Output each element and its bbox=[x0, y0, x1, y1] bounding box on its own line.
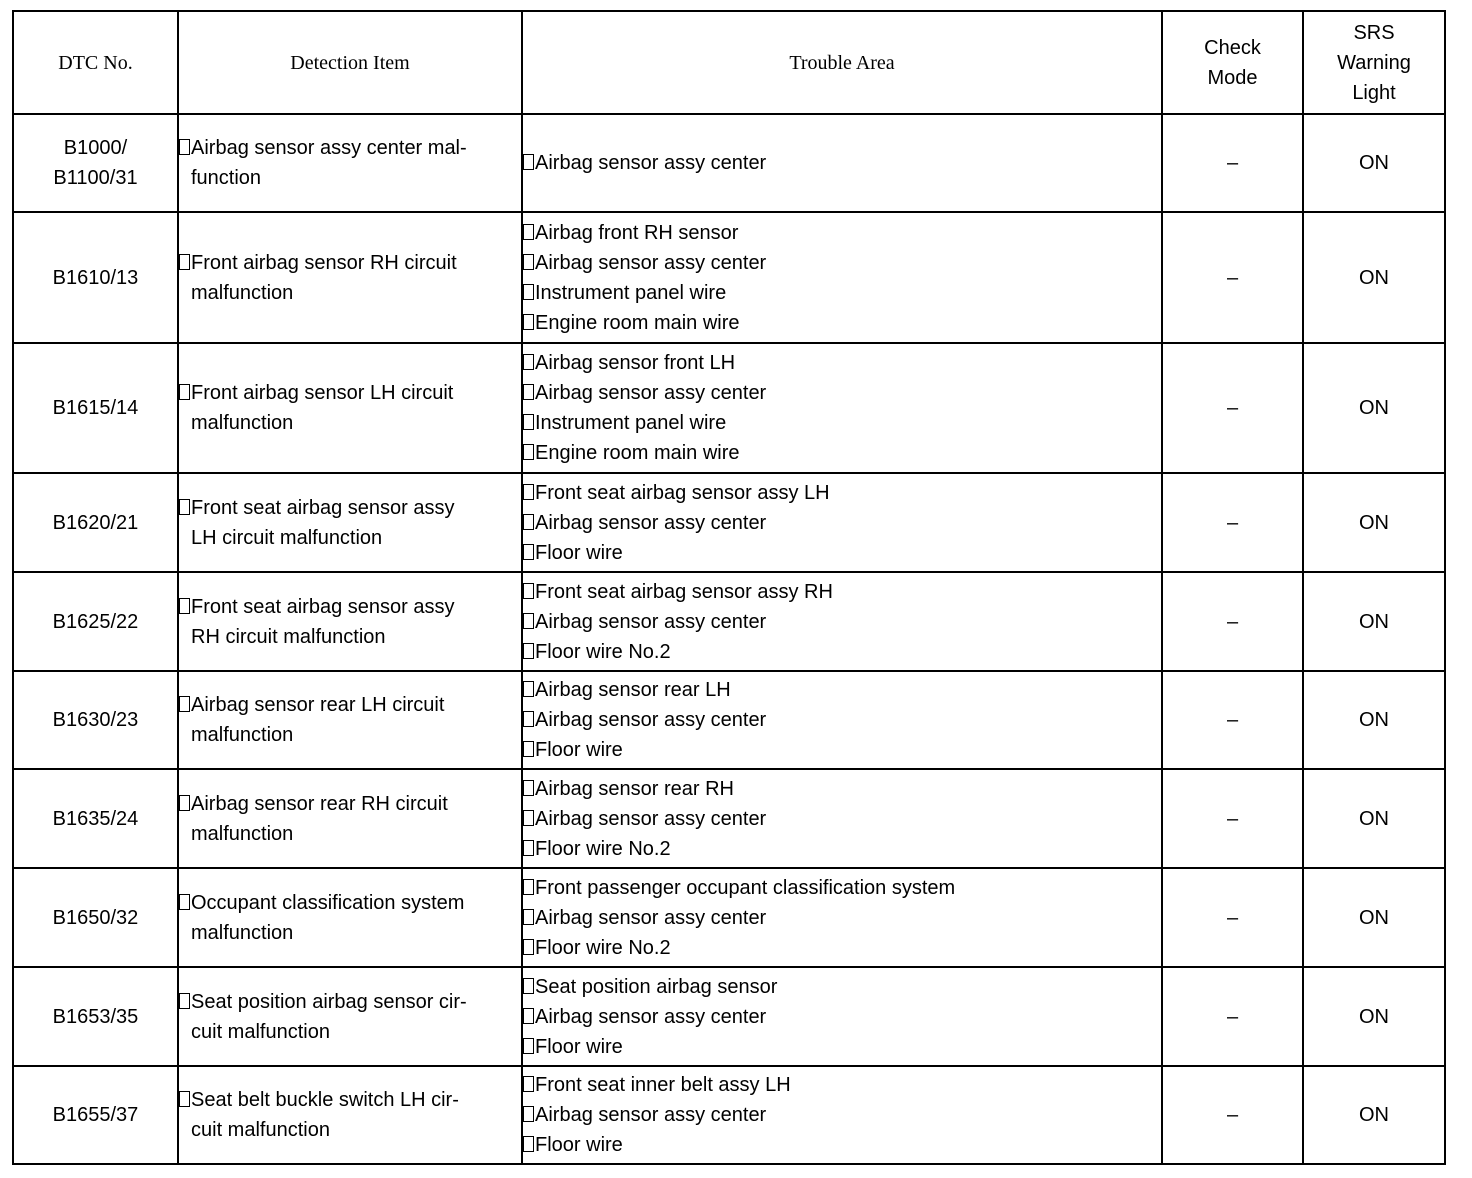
warning-light-cell: ON bbox=[1303, 868, 1445, 967]
trouble-area-item bbox=[523, 834, 1161, 864]
trouble-area-item-text: Instrument panel wire bbox=[535, 412, 727, 434]
trouble-area-item bbox=[523, 1002, 1161, 1032]
detection-item-line: Front airbag sensor LH circuit bbox=[191, 382, 454, 404]
header-detection-item: Detection Item bbox=[178, 11, 522, 114]
table-row bbox=[13, 572, 1445, 671]
detection-item bbox=[179, 987, 521, 1047]
trouble-area-item-text: Instrument panel wire bbox=[535, 281, 727, 304]
trouble-area-item bbox=[523, 278, 1161, 308]
trouble-area-item bbox=[523, 577, 1161, 607]
header-srs-warning-light bbox=[1303, 11, 1445, 114]
trouble-area-item-text: Engine room main wire bbox=[535, 311, 740, 334]
checkbox-bullet-icon bbox=[523, 354, 534, 370]
trouble-area-cell bbox=[522, 967, 1162, 1066]
check-mode-cell: – bbox=[1162, 343, 1303, 473]
trouble-area-item-text: Front seat inner belt assy LH bbox=[535, 1074, 791, 1096]
dtc-code: B1615/14 bbox=[52, 397, 139, 419]
dtc-code: B1650/32 bbox=[52, 906, 139, 929]
detection-item-cell bbox=[178, 473, 522, 572]
checkbox-bullet-icon bbox=[523, 978, 534, 994]
detection-item-line: malfunction bbox=[191, 724, 294, 746]
detection-item-line: malfunction bbox=[191, 822, 294, 845]
check-mode-cell: – bbox=[1162, 868, 1303, 967]
trouble-area-item bbox=[523, 478, 1161, 508]
trouble-area-item bbox=[523, 972, 1161, 1002]
warning-light-cell: ON bbox=[1303, 212, 1445, 343]
check-mode-cell: – bbox=[1162, 967, 1303, 1066]
dtc-code: B1610/13 bbox=[52, 266, 139, 289]
detection-item bbox=[179, 789, 521, 849]
trouble-area-item-text: Airbag sensor assy center bbox=[535, 382, 767, 404]
warning-light-cell: ON bbox=[1303, 343, 1445, 473]
checkbox-bullet-icon bbox=[523, 284, 534, 300]
checkbox-bullet-icon bbox=[523, 544, 534, 560]
dtc-code: B1653/35 bbox=[52, 1005, 139, 1028]
table-row bbox=[13, 769, 1445, 868]
warning-light-cell: ON bbox=[1303, 671, 1445, 769]
detection-item-cell bbox=[178, 967, 522, 1066]
trouble-area-cell bbox=[522, 114, 1162, 212]
table-row bbox=[13, 212, 1445, 343]
trouble-area-item bbox=[523, 804, 1161, 834]
dtc-table bbox=[12, 10, 1446, 1165]
detection-item-text bbox=[191, 592, 521, 652]
dtc-code-cell bbox=[13, 114, 178, 212]
header-srs-line: Warning bbox=[1337, 51, 1411, 74]
detection-item-line: function bbox=[191, 167, 262, 189]
trouble-area-item-text: Airbag sensor assy center bbox=[535, 906, 767, 929]
checkbox-bullet-icon bbox=[523, 414, 534, 430]
warning-light-cell: ON bbox=[1303, 114, 1445, 212]
trouble-area-cell bbox=[522, 1066, 1162, 1164]
table-row bbox=[13, 114, 1445, 212]
detection-item-line: RH circuit malfunction bbox=[191, 625, 386, 648]
trouble-area-item bbox=[523, 408, 1161, 438]
trouble-area-item bbox=[523, 348, 1161, 378]
header-check-mode-line: Mode bbox=[1207, 66, 1258, 89]
checkbox-bullet-icon bbox=[179, 499, 190, 515]
detection-item-line: Airbag sensor rear LH circuit bbox=[191, 694, 445, 716]
dtc-code: B1100/31 bbox=[53, 167, 138, 189]
detection-item-line: Seat belt buckle switch LH cir- bbox=[191, 1089, 459, 1111]
checkbox-bullet-icon bbox=[179, 139, 190, 155]
detection-item-text bbox=[191, 493, 521, 553]
detection-item-line: Airbag sensor rear RH circuit bbox=[191, 792, 448, 815]
detection-item-text bbox=[191, 888, 521, 948]
table-body bbox=[13, 114, 1445, 1164]
trouble-area-item-text: Floor wire bbox=[535, 1134, 623, 1156]
trouble-area-item-text: Front seat airbag sensor assy LH bbox=[535, 481, 830, 504]
header-srs-line: SRS bbox=[1353, 21, 1395, 44]
detection-item-cell bbox=[178, 114, 522, 212]
trouble-area-cell bbox=[522, 343, 1162, 473]
checkbox-bullet-icon bbox=[179, 254, 190, 270]
checkbox-bullet-icon bbox=[523, 1136, 534, 1152]
detection-item-cell bbox=[178, 343, 522, 473]
detection-item-line: LH circuit malfunction bbox=[191, 526, 383, 549]
trouble-area-item-text: Airbag sensor assy center bbox=[535, 709, 767, 731]
dtc-code: B1630/23 bbox=[52, 709, 139, 731]
check-mode-cell: – bbox=[1162, 212, 1303, 343]
warning-light-cell: ON bbox=[1303, 1066, 1445, 1164]
checkbox-bullet-icon bbox=[179, 598, 190, 614]
dtc-code-cell bbox=[13, 671, 178, 769]
detection-item-cell bbox=[178, 769, 522, 868]
trouble-area-item bbox=[523, 607, 1161, 637]
checkbox-bullet-icon bbox=[523, 384, 534, 400]
detection-item bbox=[179, 133, 521, 193]
trouble-area-item bbox=[523, 308, 1161, 338]
checkbox-bullet-icon bbox=[523, 741, 534, 757]
detection-item bbox=[179, 248, 521, 308]
trouble-area-item bbox=[523, 903, 1161, 933]
table-row bbox=[13, 473, 1445, 572]
trouble-area-item-text: Floor wire No.2 bbox=[535, 837, 671, 860]
checkbox-bullet-icon bbox=[523, 613, 534, 629]
trouble-area-item bbox=[523, 873, 1161, 903]
checkbox-bullet-icon bbox=[179, 1091, 190, 1107]
detection-item-cell bbox=[178, 868, 522, 967]
warning-light-cell: ON bbox=[1303, 473, 1445, 572]
checkbox-bullet-icon bbox=[523, 224, 534, 240]
check-mode-cell: – bbox=[1162, 1066, 1303, 1164]
trouble-area-cell bbox=[522, 473, 1162, 572]
check-mode-cell: – bbox=[1162, 114, 1303, 212]
trouble-area-item-text: Airbag sensor assy center bbox=[535, 511, 767, 534]
checkbox-bullet-icon bbox=[523, 909, 534, 925]
header-srs-line: Light bbox=[1352, 81, 1396, 104]
checkbox-bullet-icon bbox=[523, 314, 534, 330]
detection-item-text bbox=[191, 248, 521, 308]
dtc-code-cell bbox=[13, 868, 178, 967]
detection-item bbox=[179, 1085, 521, 1145]
trouble-area-item-text: Engine room main wire bbox=[535, 442, 740, 464]
header-check-mode-line: Check bbox=[1204, 36, 1261, 59]
checkbox-bullet-icon bbox=[523, 154, 534, 170]
trouble-area-item-text: Airbag sensor assy center bbox=[535, 1005, 767, 1028]
checkbox-bullet-icon bbox=[523, 780, 534, 796]
checkbox-bullet-icon bbox=[523, 810, 534, 826]
checkbox-bullet-icon bbox=[523, 444, 534, 460]
checkbox-bullet-icon bbox=[179, 696, 190, 712]
checkbox-bullet-icon bbox=[523, 840, 534, 856]
trouble-area-cell bbox=[522, 769, 1162, 868]
trouble-area-item-text: Airbag sensor assy center bbox=[535, 807, 767, 830]
checkbox-bullet-icon bbox=[523, 583, 534, 599]
checkbox-bullet-icon bbox=[523, 1076, 534, 1092]
dtc-code: B1655/37 bbox=[52, 1104, 139, 1126]
table-row bbox=[13, 343, 1445, 473]
detection-item-line: Occupant classification system bbox=[191, 891, 465, 914]
warning-light-cell: ON bbox=[1303, 769, 1445, 868]
trouble-area-item-text: Floor wire bbox=[535, 739, 623, 761]
trouble-area-item bbox=[523, 774, 1161, 804]
trouble-area-item-text: Airbag front RH sensor bbox=[535, 221, 739, 244]
trouble-area-item bbox=[523, 1032, 1161, 1062]
trouble-area-item-text: Airbag sensor rear LH bbox=[535, 679, 731, 701]
trouble-area-item bbox=[523, 705, 1161, 735]
detection-item-cell bbox=[178, 671, 522, 769]
detection-item-line: malfunction bbox=[191, 921, 294, 944]
detection-item-line: cuit malfunction bbox=[191, 1020, 330, 1043]
checkbox-bullet-icon bbox=[179, 993, 190, 1009]
table-row bbox=[13, 967, 1445, 1066]
trouble-area-item bbox=[523, 508, 1161, 538]
trouble-area-item-text: Front passenger occupant classification system bbox=[535, 876, 956, 899]
trouble-area-item bbox=[523, 378, 1161, 408]
trouble-area-item-text: Airbag sensor assy center bbox=[535, 251, 767, 274]
checkbox-bullet-icon bbox=[523, 939, 534, 955]
table-row bbox=[13, 671, 1445, 769]
dtc-code: B1000/ bbox=[63, 137, 128, 159]
detection-item-text bbox=[191, 987, 521, 1047]
header-check-mode bbox=[1162, 11, 1303, 114]
dtc-code-cell bbox=[13, 967, 178, 1066]
trouble-area-item bbox=[523, 538, 1161, 568]
warning-light-cell: ON bbox=[1303, 967, 1445, 1066]
detection-item-line: malfunction bbox=[191, 281, 294, 304]
trouble-area-item bbox=[523, 933, 1161, 963]
trouble-area-item bbox=[523, 438, 1161, 468]
checkbox-bullet-icon bbox=[523, 1008, 534, 1024]
checkbox-bullet-icon bbox=[523, 1038, 534, 1054]
trouble-area-cell bbox=[522, 868, 1162, 967]
checkbox-bullet-icon bbox=[179, 795, 190, 811]
trouble-area-item-text: Airbag sensor assy center bbox=[535, 1104, 767, 1126]
checkbox-bullet-icon bbox=[523, 484, 534, 500]
table-row bbox=[13, 1066, 1445, 1164]
trouble-area-item-text: Floor wire bbox=[535, 541, 623, 564]
detection-item-line: Front airbag sensor RH circuit bbox=[191, 251, 457, 274]
trouble-area-item-text: Airbag sensor assy center bbox=[535, 610, 767, 633]
header-row bbox=[13, 11, 1445, 114]
checkbox-bullet-icon bbox=[523, 711, 534, 727]
dtc-code-cell bbox=[13, 473, 178, 572]
trouble-area-item-text: Airbag sensor front LH bbox=[535, 352, 736, 374]
detection-item bbox=[179, 493, 521, 553]
detection-item-line: Seat position airbag sensor cir- bbox=[191, 990, 467, 1013]
trouble-area-item-text: Front seat airbag sensor assy RH bbox=[535, 580, 833, 603]
dtc-code-cell bbox=[13, 212, 178, 343]
trouble-area-item bbox=[523, 1070, 1161, 1100]
trouble-area-item-text: Seat position airbag sensor bbox=[535, 975, 778, 998]
trouble-area-item-text: Airbag sensor assy center bbox=[535, 152, 767, 174]
detection-item-text bbox=[191, 690, 521, 750]
detection-item bbox=[179, 888, 521, 948]
trouble-area-cell bbox=[522, 572, 1162, 671]
warning-light-cell: ON bbox=[1303, 572, 1445, 671]
trouble-area-item-text: Floor wire No.2 bbox=[535, 936, 671, 959]
table-row bbox=[13, 868, 1445, 967]
check-mode-cell: – bbox=[1162, 671, 1303, 769]
trouble-area-item bbox=[523, 637, 1161, 667]
trouble-area-item-text: Floor wire No.2 bbox=[535, 640, 671, 663]
detection-item-line: Front seat airbag sensor assy bbox=[191, 595, 455, 618]
header-dtc-no: DTC No. bbox=[13, 11, 178, 114]
dtc-code-cell bbox=[13, 769, 178, 868]
trouble-area-item-text: Airbag sensor rear RH bbox=[535, 777, 734, 800]
detection-item-line: malfunction bbox=[191, 412, 294, 434]
check-mode-cell: – bbox=[1162, 572, 1303, 671]
detection-item-line: Front seat airbag sensor assy bbox=[191, 496, 455, 519]
detection-item-text bbox=[191, 378, 521, 438]
checkbox-bullet-icon bbox=[523, 643, 534, 659]
checkbox-bullet-icon bbox=[179, 384, 190, 400]
dtc-code: B1620/21 bbox=[52, 511, 139, 534]
detection-item-line: cuit malfunction bbox=[191, 1119, 330, 1141]
detection-item-text bbox=[191, 1085, 521, 1145]
trouble-area-item bbox=[523, 675, 1161, 705]
detection-item-cell bbox=[178, 212, 522, 343]
dtc-code: B1625/22 bbox=[52, 610, 139, 633]
trouble-area-item bbox=[523, 1100, 1161, 1130]
detection-item-cell bbox=[178, 1066, 522, 1164]
trouble-area-item bbox=[523, 218, 1161, 248]
detection-item-text bbox=[191, 133, 521, 193]
check-mode-cell: – bbox=[1162, 473, 1303, 572]
checkbox-bullet-icon bbox=[523, 879, 534, 895]
checkbox-bullet-icon bbox=[523, 681, 534, 697]
detection-item-text bbox=[191, 789, 521, 849]
checkbox-bullet-icon bbox=[179, 894, 190, 910]
dtc-code-cell bbox=[13, 1066, 178, 1164]
detection-item-line: Airbag sensor assy center mal- bbox=[191, 137, 467, 159]
trouble-area-item bbox=[523, 735, 1161, 765]
trouble-area-cell bbox=[522, 671, 1162, 769]
dtc-code-cell bbox=[13, 572, 178, 671]
trouble-area-item bbox=[523, 248, 1161, 278]
header-trouble-area: Trouble Area bbox=[522, 11, 1162, 114]
trouble-area-item bbox=[523, 148, 1161, 178]
detection-item-cell bbox=[178, 572, 522, 671]
check-mode-cell: – bbox=[1162, 769, 1303, 868]
trouble-area-item-text: Floor wire bbox=[535, 1035, 623, 1058]
checkbox-bullet-icon bbox=[523, 1106, 534, 1122]
detection-item bbox=[179, 378, 521, 438]
dtc-code-cell bbox=[13, 343, 178, 473]
detection-item bbox=[179, 592, 521, 652]
checkbox-bullet-icon bbox=[523, 514, 534, 530]
trouble-area-item bbox=[523, 1130, 1161, 1160]
dtc-code: B1635/24 bbox=[52, 807, 139, 830]
trouble-area-cell bbox=[522, 212, 1162, 343]
checkbox-bullet-icon bbox=[523, 254, 534, 270]
detection-item bbox=[179, 690, 521, 750]
